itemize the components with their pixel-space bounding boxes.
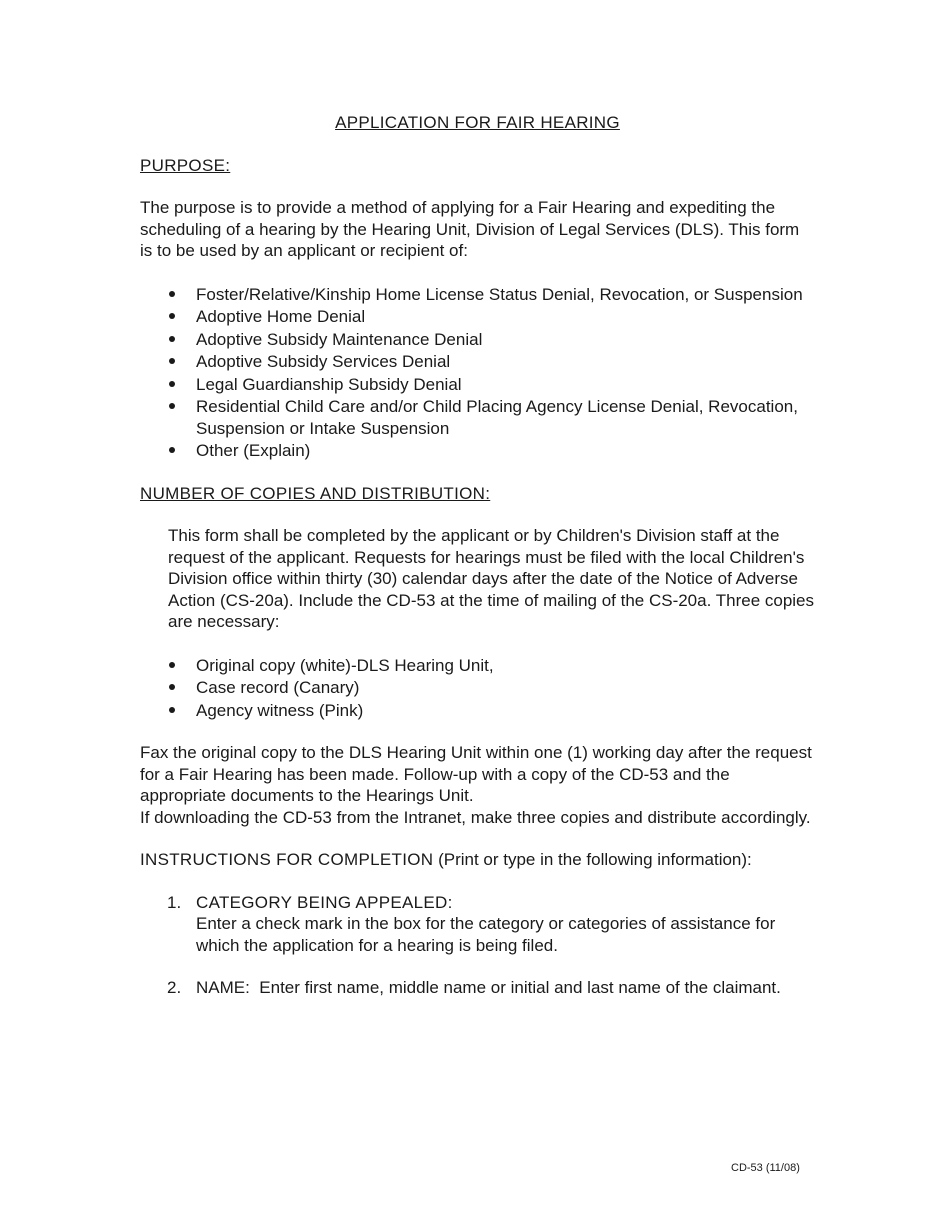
instructions-heading: INSTRUCTIONS FOR COMPLETION <box>140 850 434 869</box>
distribution-notes <box>140 742 815 828</box>
list-item: Adoptive Home Denial <box>196 306 815 328</box>
form-code-footer: CD-53 (11/08) <box>731 1162 800 1174</box>
copies-list <box>140 655 815 722</box>
copies-heading: NUMBER OF COPIES AND DISTRIBUTION: <box>140 483 491 503</box>
instruction-step-name <box>167 977 815 999</box>
purpose-intro: The purpose is to provide a method of applying for a Fair Hearing and expediting the scheduling of a hearing by the Hearing Unit, Division of Legal Services (DLS). This form is to be used by an applicant or recipient of: <box>140 198 800 260</box>
fax-note: Fax the original copy to the DLS Hearing Unit within one (1) working day after the request for a Fair Hearing has been made. Follow-up with a copy of the CD-53 and the appropriate documents to the Hearings Unit. <box>140 743 812 805</box>
list-item: Foster/Relative/Kinship Home License Status Denial, Revocation, or Suspension <box>196 284 815 306</box>
instruction-steps <box>140 892 815 999</box>
purpose-list <box>140 284 815 462</box>
document-title: APPLICATION FOR FAIR HEARING <box>335 113 620 132</box>
step-text: Enter first name, middle name or initial and last name of the claimant. <box>249 978 781 997</box>
list-item: Adoptive Subsidy Maintenance Denial <box>196 329 815 351</box>
step-text: Enter a check mark in the box for the category or categories of assistance for which the application for a hearing is being filed. <box>196 914 776 955</box>
list-item: Other (Explain) <box>196 440 815 462</box>
purpose-heading: PURPOSE: <box>140 155 231 175</box>
document-page <box>140 112 815 1020</box>
copies-intro: This form shall be completed by the applicant or by Children's Division staff at the request of the applicant. Requests for hearings must be filed with the local Children's Division office within thirty (30) calendar days after the date of the Notice of Adverse Action (CS-20a). Include the CD-53 at the time of mailing of the CS-20a. Three copies are necessary: <box>168 526 815 631</box>
list-item: Adoptive Subsidy Services Denial <box>196 351 815 373</box>
list-item: Original copy (white)-DLS Hearing Unit, <box>196 655 815 677</box>
list-item: Residential Child Care and/or Child Placing Agency License Denial, Revocation, Suspension or Intake Suspension <box>196 396 815 439</box>
step-label: NAME: <box>196 978 250 997</box>
instructions-heading-note: (Print or type in the following information): <box>433 850 752 869</box>
list-item: Case record (Canary) <box>196 677 815 699</box>
list-item: Agency witness (Pink) <box>196 700 815 722</box>
step-number: 2. <box>167 978 182 997</box>
download-note: If downloading the CD-53 from the Intranet, make three copies and distribute accordingly. <box>140 807 811 827</box>
list-item: Legal Guardianship Subsidy Denial <box>196 374 815 396</box>
instructions-heading-line <box>140 849 815 871</box>
step-label: CATEGORY BEING APPEALED: <box>196 892 453 912</box>
step-number: 1. <box>167 892 182 912</box>
instruction-step-category <box>167 892 815 957</box>
